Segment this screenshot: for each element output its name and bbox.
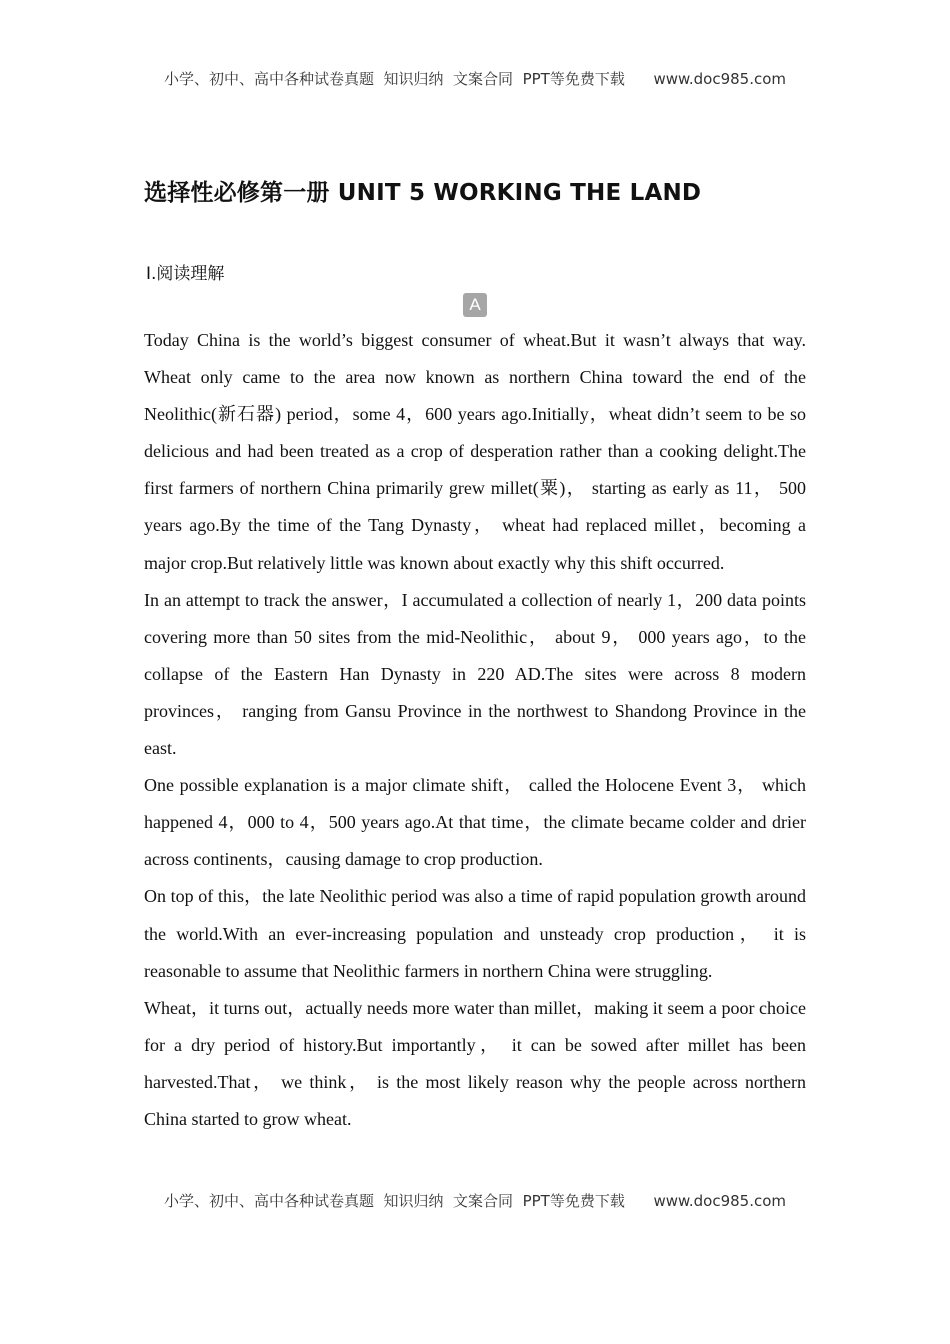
page-header: 小学、初中、高中各种试卷真题 知识归纳 文案合同 PPT等免费下载 www.doc985.com <box>163 70 787 88</box>
passage-label-badge: A <box>463 293 487 317</box>
paragraph-4: On top of this，the late Neolithic period was also a time of rapid population growth around the world.With an ever-increasing population and unsteady crop production， it is reasonable to assume that Neolithic farmers in northern China were struggling. <box>144 886 806 981</box>
paragraph-2: In an attempt to track the answer，I accumulated a collection of nearly 1，200 data points covering more than 50 sites from the mid-Neolithic， about 9， 000 years ago，to the collapse of the Eastern Han Dynasty in 220 AD.The sites were across 8 modern provinces， ranging from Gansu Province in the northwest to Shandong Province in the east. <box>144 589 806 759</box>
reading-passage <box>144 322 806 1138</box>
section-heading: Ⅰ.阅读理解 <box>146 264 225 284</box>
page-title: 选择性必修第一册 UNIT 5 WORKING THE LAND <box>144 180 702 206</box>
paragraph-1: Today China is the world’s biggest consumer of wheat.But it wasn’t always that way. Wheat only came to the area now known as northern China toward the end of the Neolithic(新石器) period，some 4，600 years ago.Initially，wheat didn’t seem to be so delicious and had been treated as a crop of desperation rather than a cooking delight.The first farmers of northern China primarily grew millet(粟)， starting as early as 11， 500 years ago.By the time of the Tang Dynasty， wheat had replaced millet，becoming a major crop.But relatively little was known about exactly why this shift occurred. <box>144 330 806 573</box>
paragraph-3: One possible explanation is a major climate shift， called the Holocene Event 3， which happened 4，000 to 4，500 years ago.At that time，the climate became colder and drier across continents，causing damage to crop production. <box>144 775 806 870</box>
paragraph-5: Wheat，it turns out，actually needs more water than millet，making it seem a poor choice for a dry period of history.But importantly， it can be sowed after millet has been harvested.That， we think， is the most likely reason why the people across northern China started to grow wheat. <box>144 997 806 1129</box>
page-footer: 小学、初中、高中各种试卷真题 知识归纳 文案合同 PPT等免费下载 www.doc985.com <box>163 1192 787 1210</box>
